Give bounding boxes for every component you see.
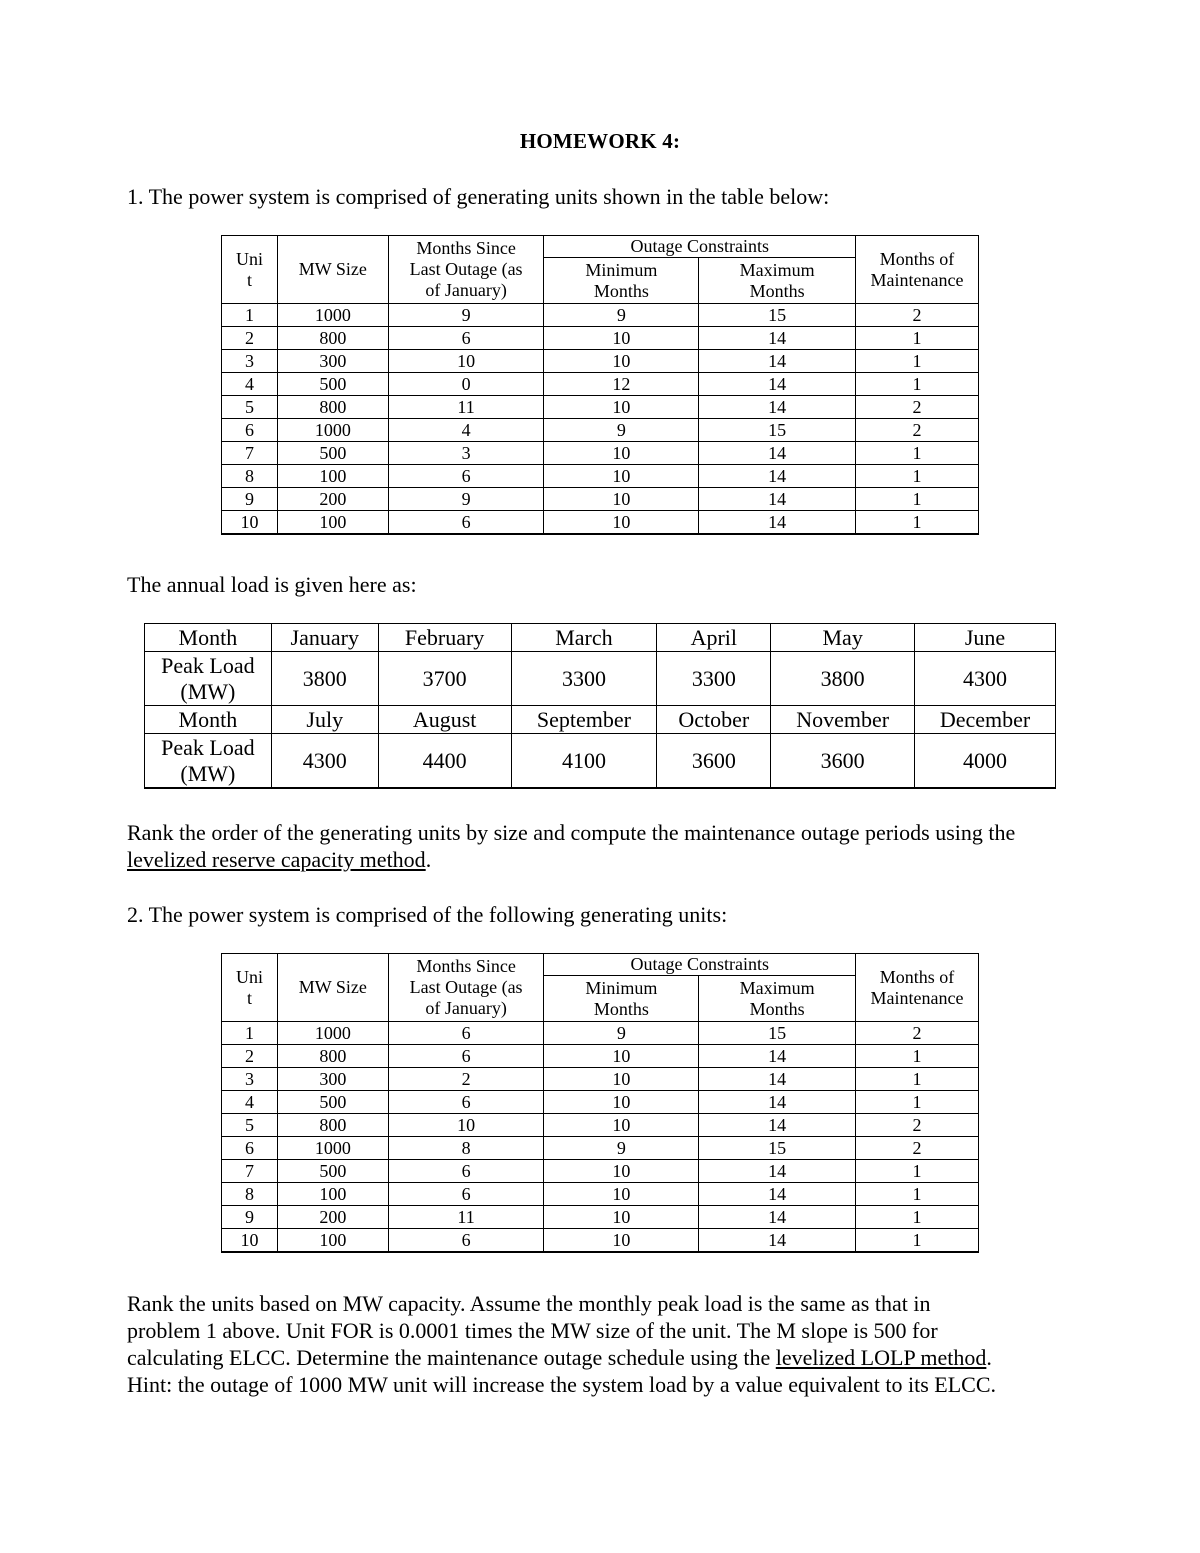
month-cell: November [771,706,915,734]
header-months-since: Months Since Last Outage (as of January) [388,236,544,304]
table-cell: 8 [222,1183,278,1206]
q2-intro: 2. The power system is comprised of the following generating units: [127,902,728,927]
month-cell: January [271,624,378,652]
table-cell: 14 [699,442,856,465]
table-row [222,419,979,442]
q2-line-2: problem 1 above. Unit FOR is 0.0001 times the MW size of the unit. The M slope is 500 for [127,1318,938,1343]
table-cell: 1 [856,1091,979,1114]
table-cell: 10 [222,511,278,535]
table-cell: 200 [277,1206,388,1229]
table-cell: 14 [699,1229,856,1253]
table-cell: 6 [222,419,278,442]
table-cell: 2 [388,1068,544,1091]
month-cell: September [511,706,657,734]
table-cell: 15 [699,304,856,327]
peak-load-cell: 4100 [511,734,657,789]
table-cell: 10 [544,1183,699,1206]
table-cell: 10 [544,1068,699,1091]
table-row [222,1114,979,1137]
table-cell: 6 [388,1045,544,1068]
peak-load-cell: 3800 [771,652,915,706]
table-cell: 9 [222,1206,278,1229]
q1-intro [127,183,829,210]
table-cell: 9 [388,488,544,511]
q2-paragraph [127,1290,1087,1398]
table-cell: 12 [544,373,699,396]
table-cell: 500 [277,1160,388,1183]
table-cell: 1 [856,327,979,350]
peak-load-cell: 4000 [915,734,1056,789]
peak-load-cell: 3800 [271,652,378,706]
table-cell: 500 [277,373,388,396]
table-cell: 500 [277,442,388,465]
table-cell: 1000 [277,1137,388,1160]
header-months-since: Months Since Last Outage (as of January) [388,954,544,1022]
peak-load-cell: 4400 [378,734,511,789]
table-cell: 300 [277,350,388,373]
header-outage-constraints: Outage Constraints [544,954,856,976]
table-cell: 200 [277,488,388,511]
table-cell: 6 [388,1022,544,1045]
table-row [222,1229,979,1253]
header-minimum-months: Minimum Months [544,258,699,304]
table-cell: 10 [544,1229,699,1253]
table-cell: 10 [544,511,699,535]
table-cell: 10 [544,350,699,373]
month-cell: February [378,624,511,652]
month-cell: August [378,706,511,734]
peak-load-label: Peak Load (MW) [145,734,272,789]
table-cell: 2 [222,1045,278,1068]
table-cell: 100 [277,465,388,488]
table-cell: 4 [222,1091,278,1114]
table-row [222,465,979,488]
table-row [222,350,979,373]
table-cell: 9 [544,1137,699,1160]
table-cell: 800 [277,1045,388,1068]
month-cell: April [657,624,771,652]
table-cell: 5 [222,396,278,419]
table-cell: 10 [544,1091,699,1114]
table-row [222,373,979,396]
q1-rank-paragraph: Rank the order of the generating units by size and compute the maintenance outage periods using the levelized reserve capacity method. [127,820,1016,872]
table-cell: 1 [856,1068,979,1091]
table-cell: 1 [856,511,979,535]
table-cell: 2 [856,1022,979,1045]
table-cell: 3 [222,1068,278,1091]
table-row [222,1022,979,1045]
levelized-lolp-method: levelized LOLP method [775,1345,987,1370]
load-months-row-2 [145,706,1056,734]
table-cell: 14 [699,1160,856,1183]
unit-table-1-body [222,304,979,535]
table-cell: 9 [388,304,544,327]
table-cell: 10 [544,327,699,350]
peak-load-label: Peak Load (MW) [145,652,272,706]
table-cell: 2 [856,1137,979,1160]
table-cell: 1 [856,1160,979,1183]
table-cell: 9 [222,488,278,511]
table-cell: 10 [544,465,699,488]
header-mw-size: MW Size [277,954,388,1022]
table-cell: 10 [544,1206,699,1229]
table-cell: 10 [544,1160,699,1183]
peak-load-cell: 3600 [657,734,771,789]
table-cell: 14 [699,396,856,419]
header-unit: Uni t [222,954,278,1022]
table-cell: 2 [856,419,979,442]
table-cell: 4 [222,373,278,396]
table-cell: 14 [699,1045,856,1068]
table-cell: 3 [222,350,278,373]
header-months-of-maintenance: Months of Maintenance [856,954,979,1022]
table-cell: 14 [699,1114,856,1137]
table-cell: 1 [856,350,979,373]
load-table [144,623,1056,789]
table-cell: 10 [388,1114,544,1137]
table-cell: 1 [222,304,278,327]
table-cell: 14 [699,373,856,396]
table-cell: 7 [222,1160,278,1183]
table-cell: 1000 [277,1022,388,1045]
month-cell: July [271,706,378,734]
table-cell: 4 [388,419,544,442]
unit-table-2 [221,953,979,1253]
q2-line-1: Rank the units based on MW capacity. Assume the monthly peak load is the same as that in [127,1291,931,1316]
peak-load-cell: 4300 [915,652,1056,706]
table-cell: 10 [388,350,544,373]
load-peak-row-1 [145,652,1056,706]
table-cell: 6 [388,511,544,535]
q1-intro-text: The power system is comprised of generating units shown in the table below: [148,184,830,209]
table-cell: 100 [277,1183,388,1206]
table-cell: 6 [222,1137,278,1160]
table-cell: 1 [856,465,979,488]
table-row [222,1183,979,1206]
table-cell: 8 [388,1137,544,1160]
table-row [222,327,979,350]
table-cell: 800 [277,396,388,419]
table-cell: 10 [544,1045,699,1068]
table-cell: 6 [388,1229,544,1253]
table-cell: 5 [222,1114,278,1137]
table-cell: 6 [388,327,544,350]
table-cell: 14 [699,327,856,350]
month-label: Month [145,706,272,734]
table-cell: 14 [699,465,856,488]
table-cell: 14 [699,1183,856,1206]
table-cell: 14 [699,1091,856,1114]
month-cell: May [771,624,915,652]
table-cell: 1 [856,488,979,511]
header-outage-constraints: Outage Constraints [544,236,856,258]
table-cell: 9 [544,1022,699,1045]
table-row [222,1068,979,1091]
table-row [222,396,979,419]
table-cell: 8 [222,465,278,488]
peak-load-cell: 3300 [657,652,771,706]
table-cell: 11 [388,1206,544,1229]
table-cell: 1 [856,1229,979,1253]
q2-line-3: calculating ELCC. Determine the maintenance outage schedule using the levelized LOLP method. [127,1345,992,1370]
table-cell: 1000 [277,419,388,442]
table-cell: 100 [277,511,388,535]
table-cell: 1 [856,1045,979,1068]
header-minimum-months: Minimum Months [544,976,699,1022]
table-row [222,1160,979,1183]
table-cell: 14 [699,1068,856,1091]
table-cell: 1 [856,1183,979,1206]
table-cell: 6 [388,1160,544,1183]
table-cell: 500 [277,1091,388,1114]
table-cell: 3 [388,442,544,465]
unit-table-2-body [222,1022,979,1253]
table-cell: 10 [222,1229,278,1253]
table-cell: 100 [277,1229,388,1253]
unit-table-1 [221,235,979,535]
table-cell: 10 [544,442,699,465]
header-mw-size: MW Size [277,236,388,304]
header-maximum-months: Maximum Months [699,976,856,1022]
table-cell: 14 [699,511,856,535]
table-cell: 800 [277,1114,388,1137]
table-row [222,1206,979,1229]
table-row [222,1137,979,1160]
table-cell: 6 [388,1183,544,1206]
load-months-row-1 [145,624,1056,652]
header-unit: Uni t [222,236,278,304]
table-cell: 2 [222,327,278,350]
table-cell: 6 [388,1091,544,1114]
table-cell: 10 [544,488,699,511]
page-title: HOMEWORK 4: [519,129,681,153]
table-cell: 2 [856,396,979,419]
table-row [222,1045,979,1068]
table-row [222,442,979,465]
table-cell: 300 [277,1068,388,1091]
table-cell: 1000 [277,304,388,327]
table-row [222,488,979,511]
load-peak-row-2 [145,734,1056,789]
table-row [222,1091,979,1114]
table-cell: 0 [388,373,544,396]
table-cell: 7 [222,442,278,465]
table-cell: 15 [699,419,856,442]
table-cell: 1 [856,373,979,396]
peak-load-cell: 3700 [378,652,511,706]
peak-load-cell: 3600 [771,734,915,789]
table-cell: 800 [277,327,388,350]
table-cell: 15 [699,1022,856,1045]
table-cell: 9 [544,304,699,327]
table-cell: 2 [856,1114,979,1137]
table-cell: 1 [222,1022,278,1045]
table-cell: 14 [699,1206,856,1229]
table-cell: 1 [856,442,979,465]
header-maximum-months: Maximum Months [699,258,856,304]
month-cell: December [915,706,1056,734]
month-label: Month [145,624,272,652]
peak-load-cell: 4300 [271,734,378,789]
month-cell: October [657,706,771,734]
table-cell: 14 [699,350,856,373]
table-cell: 9 [544,419,699,442]
month-cell: March [511,624,657,652]
table-cell: 14 [699,488,856,511]
peak-load-cell: 3300 [511,652,657,706]
table-row [222,511,979,535]
table-row [222,304,979,327]
table-cell: 1 [856,1206,979,1229]
table-cell: 11 [388,396,544,419]
table-cell: 2 [856,304,979,327]
table-cell: 10 [544,396,699,419]
header-months-of-maintenance: Months of Maintenance [856,236,979,304]
month-cell: June [915,624,1056,652]
table-cell: 6 [388,465,544,488]
table-cell: 10 [544,1114,699,1137]
table-cell: 15 [699,1137,856,1160]
q2-line-4: Hint: the outage of 1000 MW unit will increase the system load by a value equivalent to its ELCC. [127,1372,997,1397]
load-intro: The annual load is given here as: [127,572,417,597]
q1-number: 1. [127,184,144,209]
levelized-reserve-capacity-method: levelized reserve capacity method [127,847,426,872]
